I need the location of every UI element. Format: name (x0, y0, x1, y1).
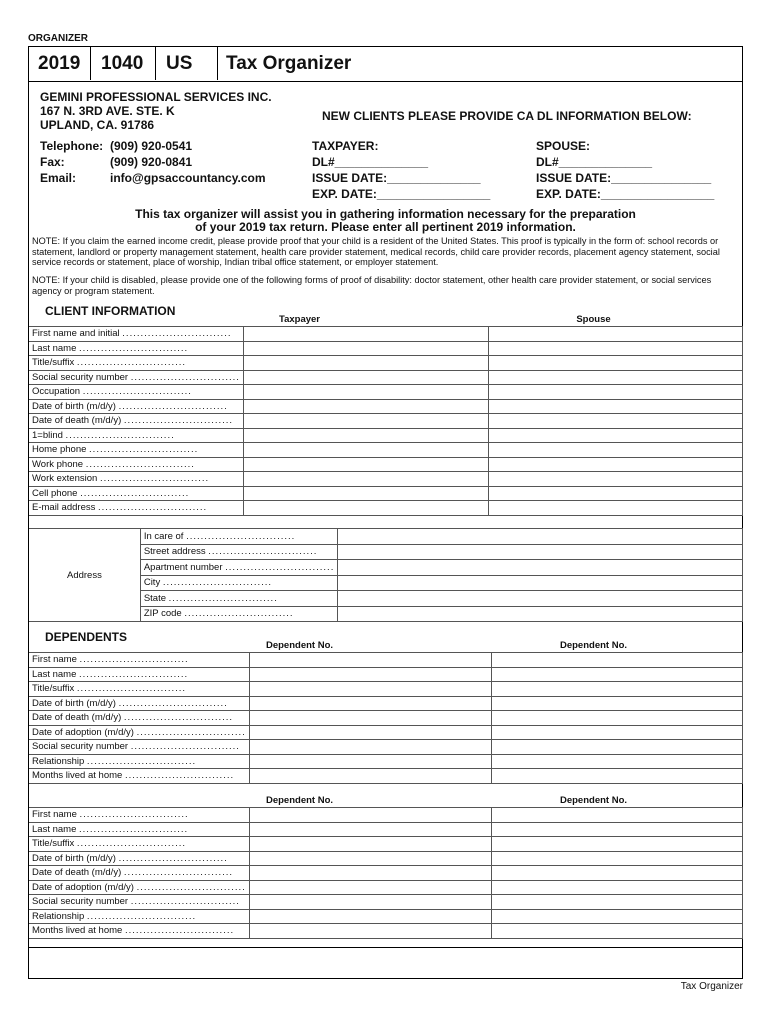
dependent-column-header-2: Dependent No. (559, 640, 628, 651)
leader-dots: .............................. (208, 546, 318, 558)
year-cell: 2019 (28, 46, 91, 80)
leader-dots: .............................. (80, 487, 190, 499)
leader-dots: .............................. (98, 502, 208, 514)
client-field-left[interactable] (243, 341, 488, 356)
client-row-label: Social security number .............................. (29, 370, 243, 385)
table-row (29, 653, 743, 668)
table-row (29, 924, 743, 939)
address-field[interactable] (338, 575, 743, 591)
taxpayer-exp-date-field[interactable]: EXP. DATE:_________________ (312, 187, 491, 201)
client-row-label: Home phone .............................. (29, 443, 243, 458)
client-info-title: CLIENT INFORMATION (45, 304, 176, 318)
dependents-field-right[interactable] (492, 682, 743, 697)
client-info-table (29, 326, 743, 516)
table-row (29, 443, 743, 458)
leader-dots: .............................. (118, 852, 228, 864)
client-field-right[interactable] (489, 414, 743, 429)
table-row (29, 754, 743, 769)
leader-dots: .............................. (118, 400, 228, 412)
taxpayer-column-header: Taxpayer (278, 314, 320, 325)
firm-address2: UPLAND, CA. 91786 (40, 118, 155, 132)
organizer-label: ORGANIZER (28, 33, 88, 44)
dependents-field-left[interactable] (249, 653, 491, 668)
leader-dots: .............................. (86, 755, 197, 767)
client-field-right[interactable] (489, 472, 743, 487)
table-row (29, 385, 743, 400)
leader-dots: .............................. (130, 371, 240, 383)
leader-dots: .............................. (79, 823, 189, 835)
table-row (29, 501, 743, 516)
spouse-id-block (536, 138, 714, 202)
dependents-field-right[interactable] (492, 653, 743, 668)
taxpayer-id-title: TAXPAYER: (312, 139, 379, 153)
table-row (29, 822, 743, 837)
address-row-label: Street address .............................. (140, 544, 338, 560)
table-row (29, 895, 743, 910)
telephone-label: Telephone: (40, 139, 104, 153)
leader-dots: .............................. (123, 415, 234, 427)
dependents-field-left[interactable] (249, 851, 491, 866)
client-field-left[interactable] (243, 443, 488, 458)
leader-dots: .............................. (79, 668, 189, 680)
client-field-right[interactable] (489, 356, 743, 371)
contact-block (40, 138, 266, 186)
client-field-left[interactable] (243, 428, 488, 443)
client-field-right[interactable] (489, 457, 743, 472)
dependents-row-label: Social security number .............................. (29, 740, 249, 755)
dependents-field-right[interactable] (492, 754, 743, 769)
client-field-right[interactable] (489, 370, 743, 385)
address-field[interactable] (338, 529, 743, 545)
dependents-field-right[interactable] (492, 909, 743, 924)
table-row (29, 851, 743, 866)
dependents-field-right[interactable] (492, 837, 743, 852)
client-field-left[interactable] (243, 370, 488, 385)
table-row (29, 866, 743, 881)
leader-dots: .............................. (118, 697, 228, 709)
address-field[interactable] (338, 544, 743, 560)
firm-name: GEMINI PROFESSIONAL SERVICES INC. (40, 90, 272, 104)
table-row (29, 399, 743, 414)
leader-dots: .............................. (123, 867, 234, 879)
leader-dots: .............................. (130, 741, 240, 753)
table-row (29, 370, 743, 385)
dependents-row-label: Relationship .............................. (29, 909, 249, 924)
leader-dots: .............................. (168, 592, 278, 604)
leader-dots: .............................. (76, 683, 187, 695)
client-field-right[interactable] (489, 385, 743, 400)
dependents-field-left[interactable] (249, 837, 491, 852)
dependents-field-left[interactable] (249, 740, 491, 755)
client-field-left[interactable] (243, 399, 488, 414)
client-row-label: Cell phone .............................. (29, 486, 243, 501)
dependents-field-right[interactable] (492, 740, 743, 755)
table-row (29, 667, 743, 682)
form-cell: 1040 (91, 46, 156, 80)
leader-dots: .............................. (184, 608, 294, 620)
client-row-label: E-mail address .............................. (29, 501, 243, 516)
dependents-row-label: Date of death (m/d/y) .............................. (29, 866, 249, 881)
dependents-field-left[interactable] (249, 895, 491, 910)
table-row (29, 740, 743, 755)
dependents-field-right[interactable] (492, 866, 743, 881)
header-bar (28, 46, 743, 82)
client-field-right[interactable] (489, 327, 743, 342)
table-row (29, 529, 743, 545)
dependents-table-2 (29, 807, 743, 939)
table-row (29, 808, 743, 823)
leader-dots: .............................. (65, 429, 175, 441)
client-row-label: Work extension .............................. (29, 472, 243, 487)
address-label: Address (29, 529, 140, 622)
country-cell: US (156, 46, 218, 80)
fax-value: (909) 920-0841 (110, 155, 193, 169)
dependents-field-left[interactable] (249, 880, 491, 895)
dependents-row-label: Title/suffix .............................. (29, 682, 249, 697)
leader-dots: .............................. (76, 838, 187, 850)
dependents-row-label: Date of death (m/d/y) .............................. (29, 711, 249, 726)
client-row-label: Work phone .............................. (29, 457, 243, 472)
intro-line2: of your 2019 tax return. Please enter all pertinent 2019 information. (195, 220, 576, 234)
email-label: Email: (40, 171, 77, 185)
spouse-issue-date-field[interactable]: ISSUE DATE:_______________ (536, 171, 712, 185)
intro-line1: This tax organizer will assist you in gathering information necessary for the preparation (135, 207, 636, 221)
table-row (29, 356, 743, 371)
address-row-label: ZIP code .............................. (140, 606, 338, 622)
taxpayer-dl-field[interactable]: DL#______________ (312, 155, 429, 169)
leader-dots: .............................. (122, 328, 232, 340)
address-table (29, 528, 743, 622)
footer-label: Tax Organizer (680, 981, 743, 992)
client-row-label: First name and initial .............................. (29, 327, 243, 342)
dependents-field-left[interactable] (249, 711, 491, 726)
dependents-row-label: Date of adoption (m/d/y) .............................. (29, 880, 249, 895)
leader-dots: .............................. (136, 881, 246, 893)
dependents-field-left[interactable] (249, 754, 491, 769)
client-row-label: 1=blind .............................. (29, 428, 243, 443)
dependents-field-right[interactable] (492, 895, 743, 910)
client-row-label: Date of death (m/d/y) .............................. (29, 414, 243, 429)
table-row (29, 837, 743, 852)
leader-dots: .............................. (186, 530, 296, 542)
dependents-row-label: Months lived at home .............................. (29, 769, 249, 784)
client-field-left[interactable] (243, 356, 488, 371)
telephone-value: (909) 920-0541 (110, 139, 193, 153)
fax-label: Fax: (40, 155, 65, 169)
leader-dots: .............................. (99, 473, 210, 485)
client-row-label: Date of birth (m/d/y) .............................. (29, 399, 243, 414)
dependent-column-header-3: Dependent No. (265, 795, 334, 806)
dependents-row-label: Date of adoption (m/d/y) .............................. (29, 725, 249, 740)
dependents-field-left[interactable] (249, 682, 491, 697)
page-title: Tax Organizer (226, 53, 352, 74)
client-field-right[interactable] (489, 428, 743, 443)
table-row (29, 327, 743, 342)
dependents-field-left[interactable] (249, 725, 491, 740)
dependents-field-left[interactable] (249, 822, 491, 837)
dependents-field-left[interactable] (249, 696, 491, 711)
address-row-label: In care of .............................. (140, 529, 338, 545)
dependent-column-header-1: Dependent No. (265, 640, 334, 651)
note-disabled: NOTE: If your child is disabled, please provide one of the following forms of proof of disability: doctor statement, other health care provider statement, or social services agency or program statement. (32, 275, 712, 296)
leader-dots: .............................. (136, 726, 246, 738)
client-field-left[interactable] (243, 501, 488, 516)
client-row-label: Occupation .............................. (29, 385, 243, 400)
table-row (29, 696, 743, 711)
dependents-row-label: Months lived at home .............................. (29, 924, 249, 939)
table-row (29, 909, 743, 924)
address-field[interactable] (338, 606, 743, 622)
leader-dots: .............................. (162, 577, 273, 589)
address-row-label: State .............................. (140, 591, 338, 607)
table-row (29, 769, 743, 784)
address-row-label: City .............................. (140, 575, 338, 591)
dependents-field-right[interactable] (492, 924, 743, 939)
dependents-row-label: Last name .............................. (29, 667, 249, 682)
address-field[interactable] (338, 560, 743, 576)
client-row-label: Last name .............................. (29, 341, 243, 356)
table-row (29, 472, 743, 487)
dependents-row-label: Date of birth (m/d/y) .............................. (29, 696, 249, 711)
table-row (29, 725, 743, 740)
leader-dots: .............................. (124, 925, 235, 937)
table-row (29, 682, 743, 697)
dependents-field-right[interactable] (492, 725, 743, 740)
intro-text (28, 208, 743, 234)
leader-dots: .............................. (130, 896, 240, 908)
leader-dots: .............................. (85, 458, 195, 470)
dependents-field-left[interactable] (249, 808, 491, 823)
client-field-left[interactable] (243, 327, 488, 342)
spouse-exp-date-field[interactable]: EXP. DATE:_________________ (536, 187, 715, 201)
dependents-table-1 (29, 652, 743, 784)
dependents-field-right[interactable] (492, 667, 743, 682)
table-row (29, 414, 743, 429)
leader-dots: .............................. (123, 712, 234, 724)
bottom-rule (28, 947, 743, 948)
table-row (29, 457, 743, 472)
leader-dots: .............................. (82, 386, 192, 398)
dependents-field-left[interactable] (249, 667, 491, 682)
spouse-dl-field[interactable]: DL#______________ (536, 155, 653, 169)
leader-dots: .............................. (89, 444, 199, 456)
client-field-right[interactable] (489, 341, 743, 356)
client-field-left[interactable] (243, 414, 488, 429)
client-field-left[interactable] (243, 385, 488, 400)
email-value: info@gpsaccountancy.com (110, 171, 266, 185)
dependents-row-label: First name .............................. (29, 653, 249, 668)
client-field-left[interactable] (243, 457, 488, 472)
client-row-label: Title/suffix .............................. (29, 356, 243, 371)
dependents-field-right[interactable] (492, 696, 743, 711)
dependents-row-label: Date of birth (m/d/y) .............................. (29, 851, 249, 866)
dependents-field-right[interactable] (492, 880, 743, 895)
taxpayer-id-block (312, 138, 490, 202)
leader-dots: .............................. (76, 357, 187, 369)
leader-dots: .............................. (79, 654, 189, 666)
new-clients-notice: NEW CLIENTS PLEASE PROVIDE CA DL INFORMATION BELOW: (322, 109, 692, 123)
leader-dots: .............................. (225, 561, 335, 573)
dependents-title: DEPENDENTS (45, 630, 128, 644)
table-row (29, 341, 743, 356)
dependents-field-left[interactable] (249, 924, 491, 939)
client-field-right[interactable] (489, 399, 743, 414)
table-row (29, 711, 743, 726)
spouse-id-title: SPOUSE: (536, 139, 591, 153)
table-row (29, 428, 743, 443)
dependents-field-right[interactable] (492, 769, 743, 784)
spouse-column-header: Spouse (576, 314, 611, 325)
dependents-field-right[interactable] (492, 851, 743, 866)
dependents-field-right[interactable] (492, 822, 743, 837)
dependents-field-left[interactable] (249, 866, 491, 881)
table-row (29, 486, 743, 501)
table-row (29, 880, 743, 895)
leader-dots: .............................. (79, 342, 189, 354)
leader-dots: .............................. (86, 910, 197, 922)
taxpayer-issue-date-field[interactable]: ISSUE DATE:______________ (312, 171, 481, 185)
dependents-row-label: First name .............................. (29, 808, 249, 823)
dependents-row-label: Social security number .............................. (29, 895, 249, 910)
dependents-field-right[interactable] (492, 711, 743, 726)
dependents-row-label: Relationship .............................. (29, 754, 249, 769)
firm-address1: 167 N. 3RD AVE. STE. K (40, 104, 175, 118)
address-row-label: Apartment number .............................. (140, 560, 338, 576)
address-field[interactable] (338, 591, 743, 607)
dependents-field-right[interactable] (492, 808, 743, 823)
client-field-right[interactable] (489, 501, 743, 516)
client-field-left[interactable] (243, 486, 488, 501)
firm-block (40, 90, 272, 132)
dependent-column-header-4: Dependent No. (559, 795, 628, 806)
leader-dots: .............................. (79, 809, 189, 821)
dependents-field-left[interactable] (249, 769, 491, 784)
client-field-left[interactable] (243, 472, 488, 487)
dependents-row-label: Last name .............................. (29, 822, 249, 837)
dependents-field-left[interactable] (249, 909, 491, 924)
leader-dots: .............................. (124, 770, 235, 782)
note-eic: NOTE: If you claim the earned income credit, please provide proof that your child is a resident of the United States. This proof is typically in the form of: school records or statement, landlord or property management statement, health care provider statement, medical records, child care provider records, placement agency statement, social service records or statement, place of worship, Indian tribal office statement, or employer statement. (32, 236, 720, 267)
dependents-row-label: Title/suffix .............................. (29, 837, 249, 852)
client-field-right[interactable] (489, 486, 743, 501)
client-field-right[interactable] (489, 443, 743, 458)
